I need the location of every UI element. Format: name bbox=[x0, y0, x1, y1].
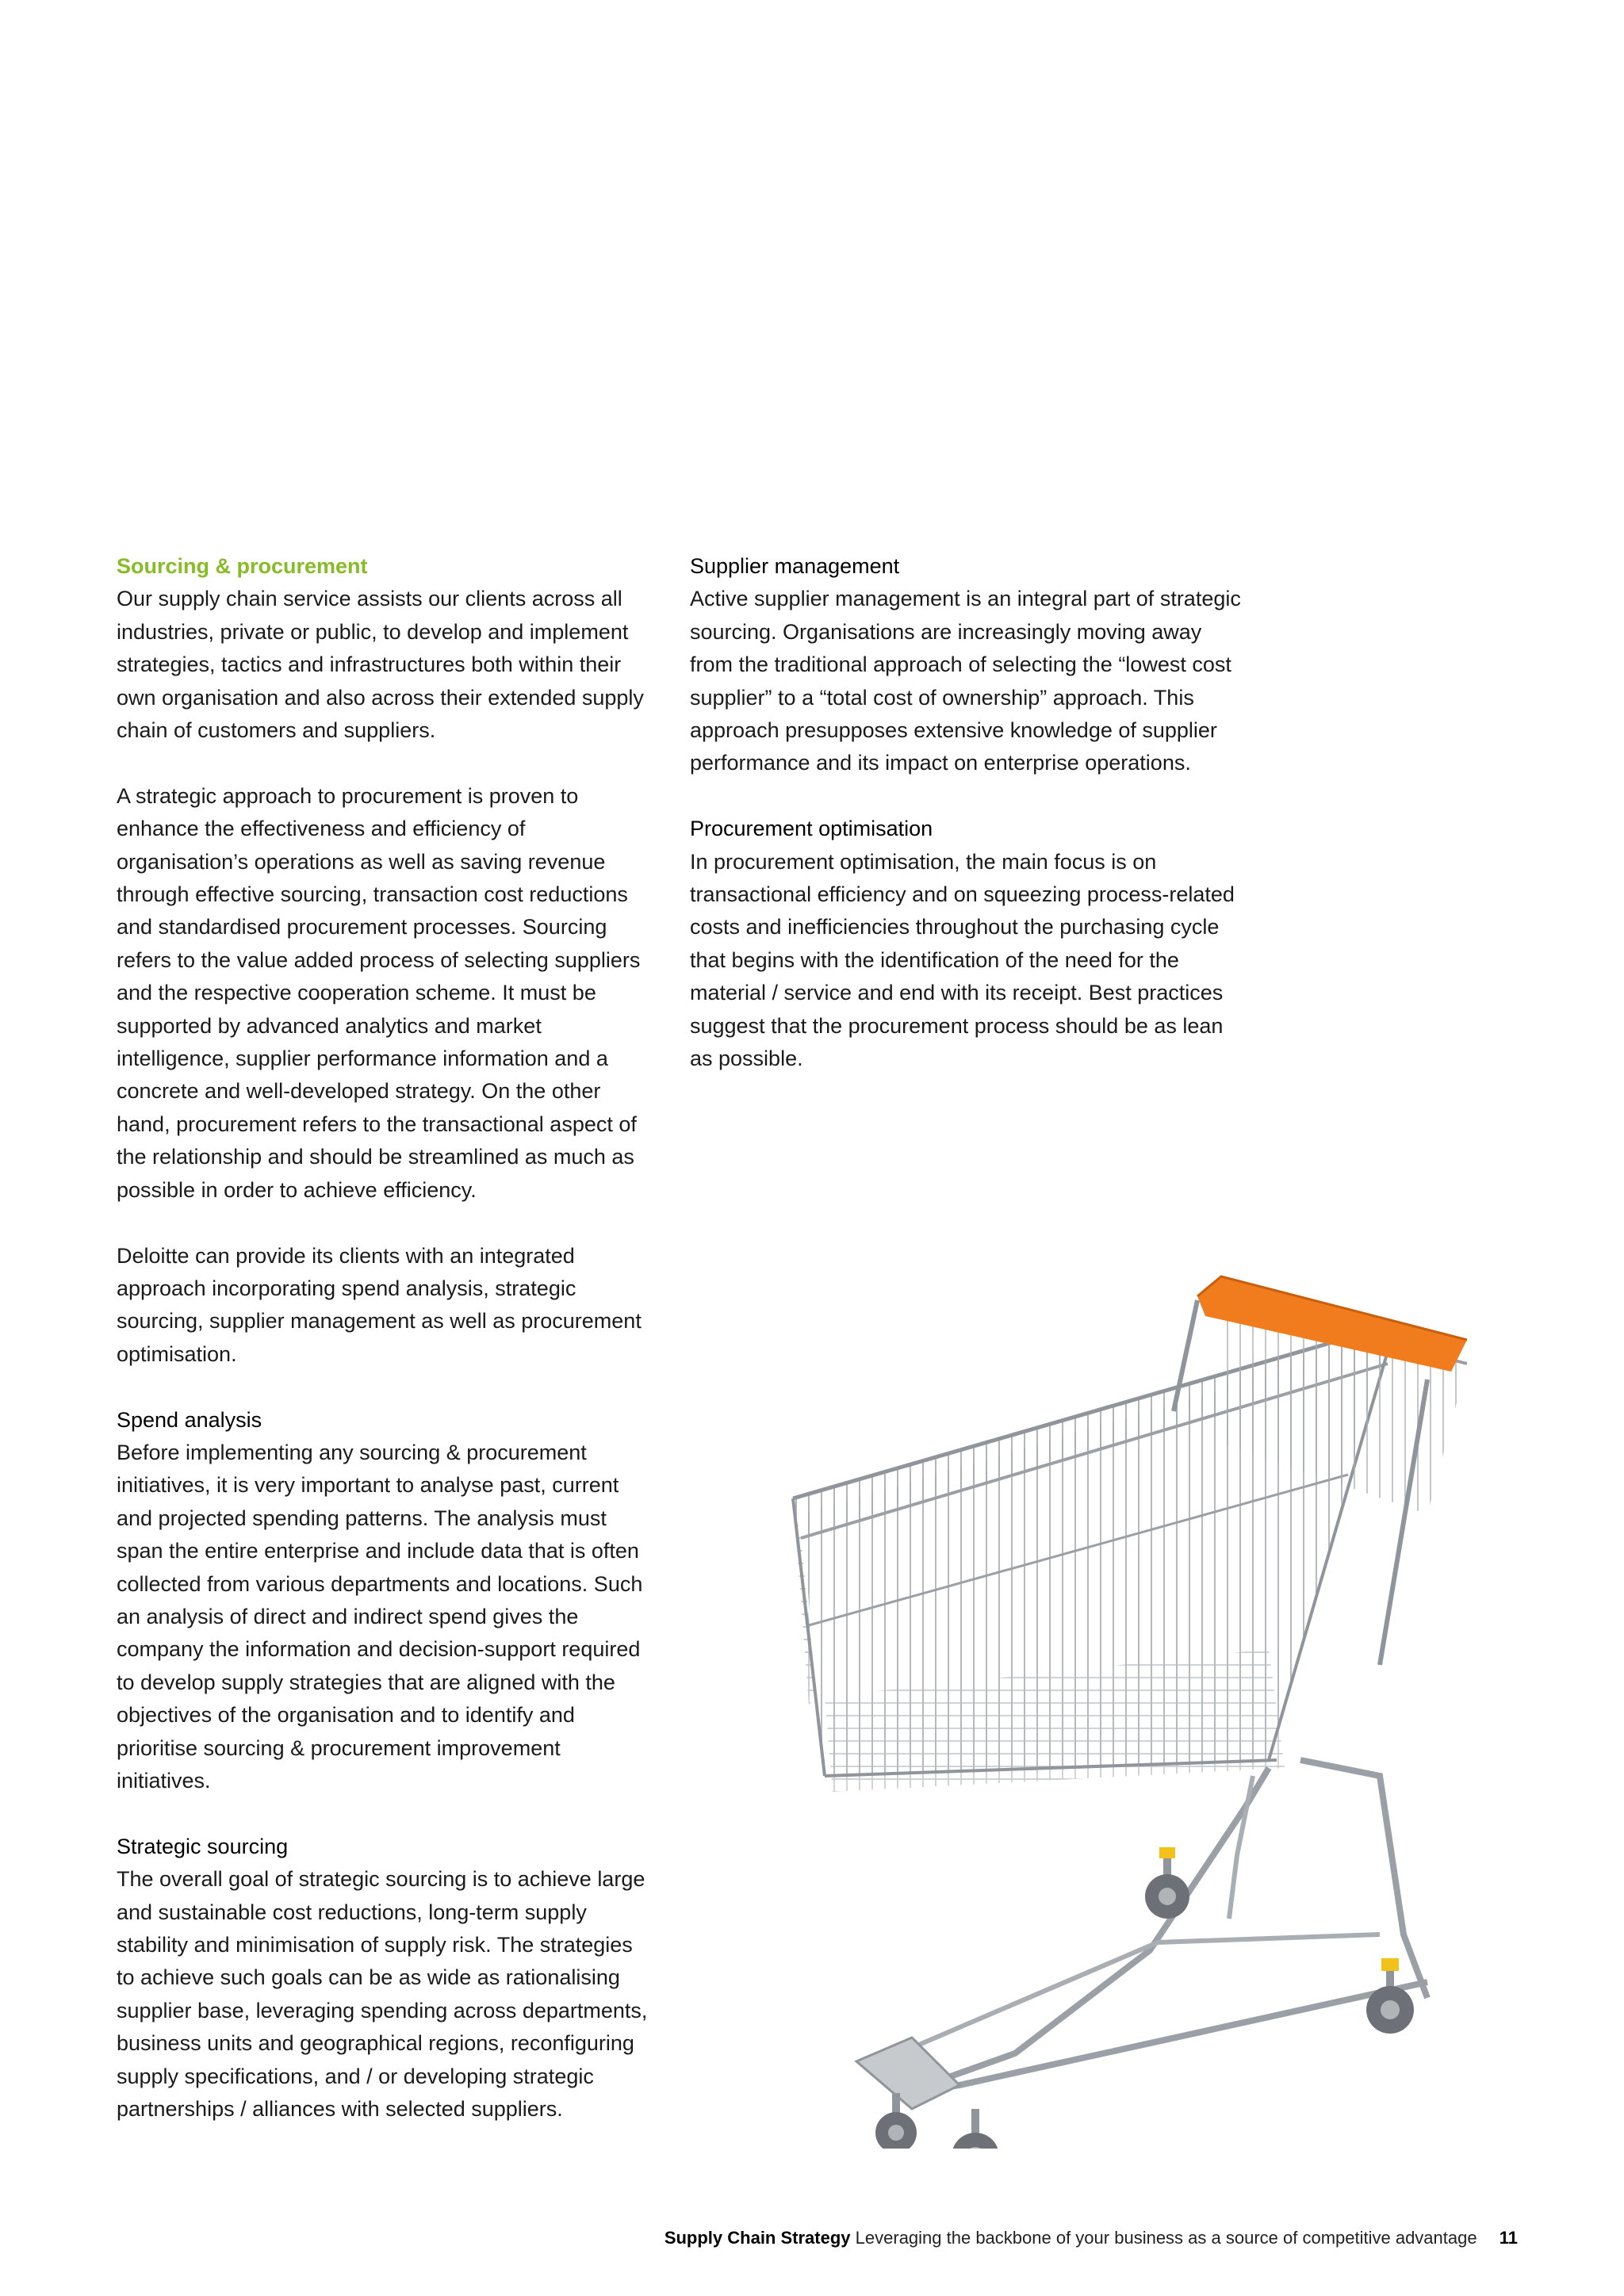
shopping-cart-image bbox=[777, 1253, 1507, 2149]
section-procurement-optimisation bbox=[690, 813, 1245, 1075]
page-number: 11 bbox=[1499, 2228, 1518, 2248]
left-column bbox=[117, 550, 656, 2159]
heading-supplier-management: Supplier management bbox=[690, 554, 900, 578]
wheel-rear-left bbox=[1145, 1847, 1189, 1919]
wheel-rear-right bbox=[1366, 1958, 1414, 2034]
page-footer bbox=[0, 2226, 1624, 2250]
paragraph-spend-analysis: Before implementing any sourcing & procurement initiatives, it is very important to analyse past, current and projected spending patterns. The analysis must span the entire enterprise and include data that is often collected from various departments and locations. Such an analysis of direct and indirect spend gives the company the information and decision-support required to develop supply strategies that are aligned with the objectives of the organisation and to identify and prioritise sourcing & procurement improvement initiatives. bbox=[117, 1440, 643, 1793]
paragraph-sourcing-intro: Our supply chain service assists our clients across all industries, private or public, to develop and implement strategies, tactics and infrastructures both within their own organisation and also across their extended supply chain of customers and suppliers. bbox=[117, 587, 644, 743]
footer-title: Supply Chain Strategy bbox=[664, 2228, 851, 2248]
section-sourcing-procurement bbox=[117, 550, 656, 1371]
section-supplier-management bbox=[690, 550, 1245, 780]
shopping-cart-icon bbox=[777, 1253, 1507, 2149]
heading-sourcing-procurement: Sourcing & procurement bbox=[117, 554, 368, 578]
section-spend-analysis bbox=[117, 1404, 656, 1798]
heading-spend-analysis: Spend analysis bbox=[117, 1407, 262, 1432]
paragraph-procurement-optimisation: In procurement optimisation, the main focus is on transactional efficiency and on squeezing process-related costs and inefficiencies throughout the purchasing cycle that begins with the identification of the need for the material / service and end with its receipt. Best practices suggest that the procurement process should be as lean as possible. bbox=[690, 849, 1235, 1071]
heading-procurement-optimisation: Procurement optimisation bbox=[690, 817, 933, 841]
section-strategic-sourcing bbox=[117, 1831, 656, 2126]
heading-strategic-sourcing: Strategic sourcing bbox=[117, 1834, 289, 1858]
paragraph-deloitte-approach: Deloitte can provide its clients with an integrated approach incorporating spend analysis, strategic sourcing, supplier management as well as procurement optimisation. bbox=[117, 1243, 642, 1366]
paragraph-strategic-sourcing: The overall goal of strategic sourcing is to achieve large and sustainable cost reductions, long-term supply stability and minimisation of supply risk. The strategies to achieve such goals can be as wide as rationalising supplier base, leveraging spending across departments, business units and geographical regions, reconfiguring supply specifications, and / or developing strategic partnerships / alliances with selected suppliers. bbox=[117, 1867, 648, 2122]
footer-subtitle: Leveraging the backbone of your business as a source of competitive advantage bbox=[855, 2228, 1477, 2248]
paragraph-strategic-approach: A strategic approach to procurement is proven to enhance the effectiveness and efficiency of organisation’s operations as well as saving revenue through effective sourcing, transaction cost reductions and standardised procurement processes. Sourcing refers to the value added process of selecting suppliers and the respective cooperation scheme. It must be supported by advanced analytics and market intelligence, supplier performance information and a concrete and well-developed strategy. On the other hand, procurement refers to the transactional aspect of the relationship and should be streamlined as much as possible in order to achieve efficiency. bbox=[117, 783, 641, 1202]
right-column bbox=[690, 550, 1245, 1108]
wheel-front-right bbox=[952, 2109, 999, 2149]
paragraph-supplier-management: Active supplier management is an integral part of strategic sourcing. Organisations are increasingly moving away from the traditional approach of selecting the “lowest cost supplier” to a “total cost of ownership” approach. This approach presupposes extensive knowledge of supplier performance and its impact on enterprise operations. bbox=[690, 587, 1241, 775]
